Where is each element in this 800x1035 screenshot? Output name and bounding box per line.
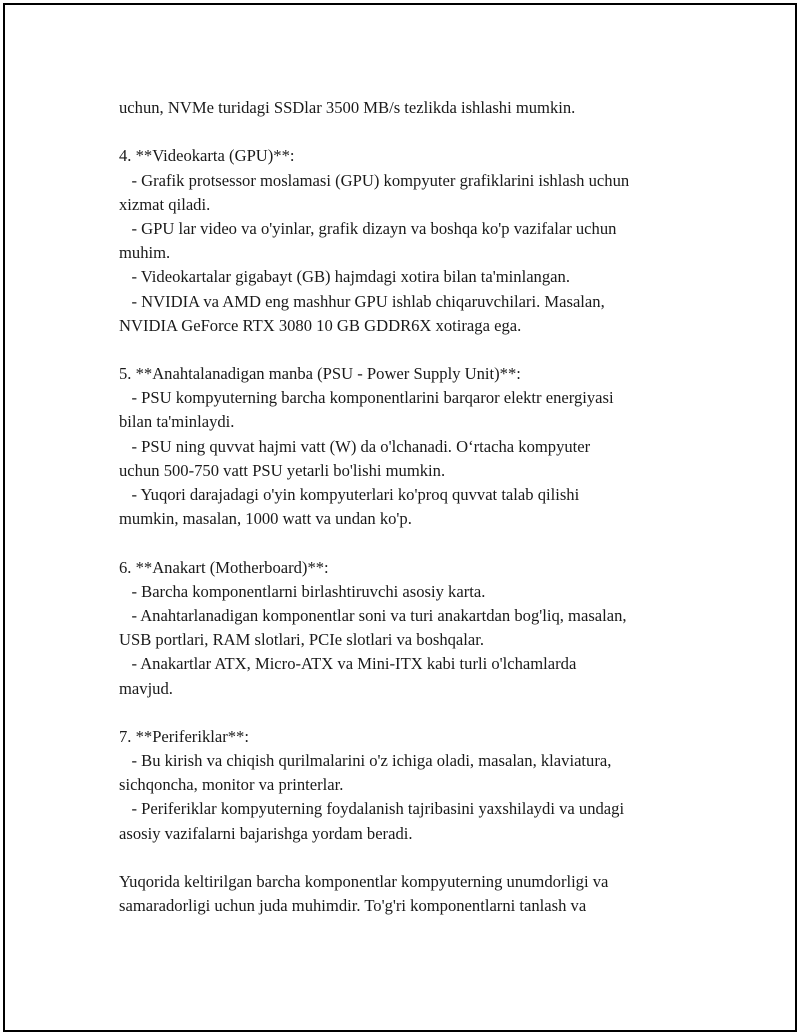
text-line: NVIDIA GeForce RTX 3080 10 GB GDDR6X xotiraga ega. bbox=[119, 315, 522, 335]
text-line: - Barcha komponentlarni birlashtiruvchi asosiy karta. bbox=[119, 581, 486, 601]
text-line: samaradorligi uchun juda muhimdir. To'g'ri komponentlarni tanlash va bbox=[119, 896, 587, 916]
text-line: - Grafik protsessor moslamasi (GPU) kompyuter grafiklarini ishlash uchun bbox=[119, 170, 630, 190]
text-line: 7. **Periferiklar**: bbox=[119, 726, 249, 746]
text-line: USB portlari, RAM slotlari, PCIe slotlari va boshqalar. bbox=[119, 630, 485, 650]
text-line: - Yuqori darajadagi o'yin kompyuterlari ko'proq quvvat talab qilishi bbox=[119, 485, 580, 504]
text-line: Yuqorida keltirilgan barcha komponentlar kompyuterning unumdorligi va bbox=[119, 872, 609, 891]
text-line: xizmat qiladi. bbox=[119, 194, 211, 214]
blank-line bbox=[119, 846, 719, 870]
text-line: asosiy vazifalarni bajarishga yordam beradi. bbox=[119, 823, 413, 843]
text-line: 5. **Anahtalanadigan manba (PSU - Power Supply Unit)**: bbox=[119, 364, 521, 384]
text-line: - Videokartalar gigabayt (GB) hajmdagi xotira bilan ta'minlangan. bbox=[119, 267, 570, 287]
blank-line bbox=[119, 531, 719, 555]
text-line: - Anahtarlanadigan komponentlar soni va turi anakartdan bog'liq, masalan, bbox=[119, 605, 627, 625]
text-line: muhim. bbox=[119, 243, 171, 263]
text-line: - Periferiklar kompyuterning foydalanish tajribasini yaxshilaydi va undagi bbox=[119, 799, 625, 819]
text-line: mumkin, masalan, 1000 watt va undan ko'p. bbox=[119, 509, 412, 529]
text-line: - Bu kirish va chiqish qurilmalarini o'z ichiga oladi, masalan, klaviatura, bbox=[119, 751, 612, 771]
blank-line bbox=[119, 120, 719, 144]
text-line: uchun, NVMe turidagi SSDlar 3500 MB/s tezlikda ishlashi mumkin. bbox=[119, 98, 576, 117]
text-line: - GPU lar video va o'yinlar, grafik dizayn va boshqa ko'p vazifalar uchun bbox=[119, 218, 617, 238]
document-text bbox=[119, 96, 719, 918]
text-line: uchun 500-750 vatt PSU yetarli bo'lishi mumkin. bbox=[119, 460, 446, 480]
text-line: mavjud. bbox=[119, 678, 173, 698]
text-line: - NVIDIA va AMD eng mashhur GPU ishlab chiqaruvchilari. Masalan, bbox=[119, 291, 605, 311]
blank-line bbox=[119, 338, 719, 362]
text-line: - PSU kompyuterning barcha komponentlarini barqaror elektr energiyasi bbox=[119, 388, 614, 408]
text-line: sichqoncha, monitor va printerlar. bbox=[119, 775, 344, 795]
text-line: - PSU ning quvvat hajmi vatt (W) da o'lchanadi. O‘rtacha kompyuter bbox=[119, 436, 591, 456]
blank-line bbox=[119, 701, 719, 725]
text-line: bilan ta'minlaydi. bbox=[119, 412, 235, 432]
text-line: - Anakartlar ATX, Micro-ATX va Mini-ITX kabi turli o'lchamlarda bbox=[119, 654, 577, 674]
text-line: 6. **Anakart (Motherboard)**: bbox=[119, 557, 329, 577]
text-line: 4. **Videokarta (GPU)**: bbox=[119, 146, 295, 166]
page-frame bbox=[3, 3, 797, 1032]
